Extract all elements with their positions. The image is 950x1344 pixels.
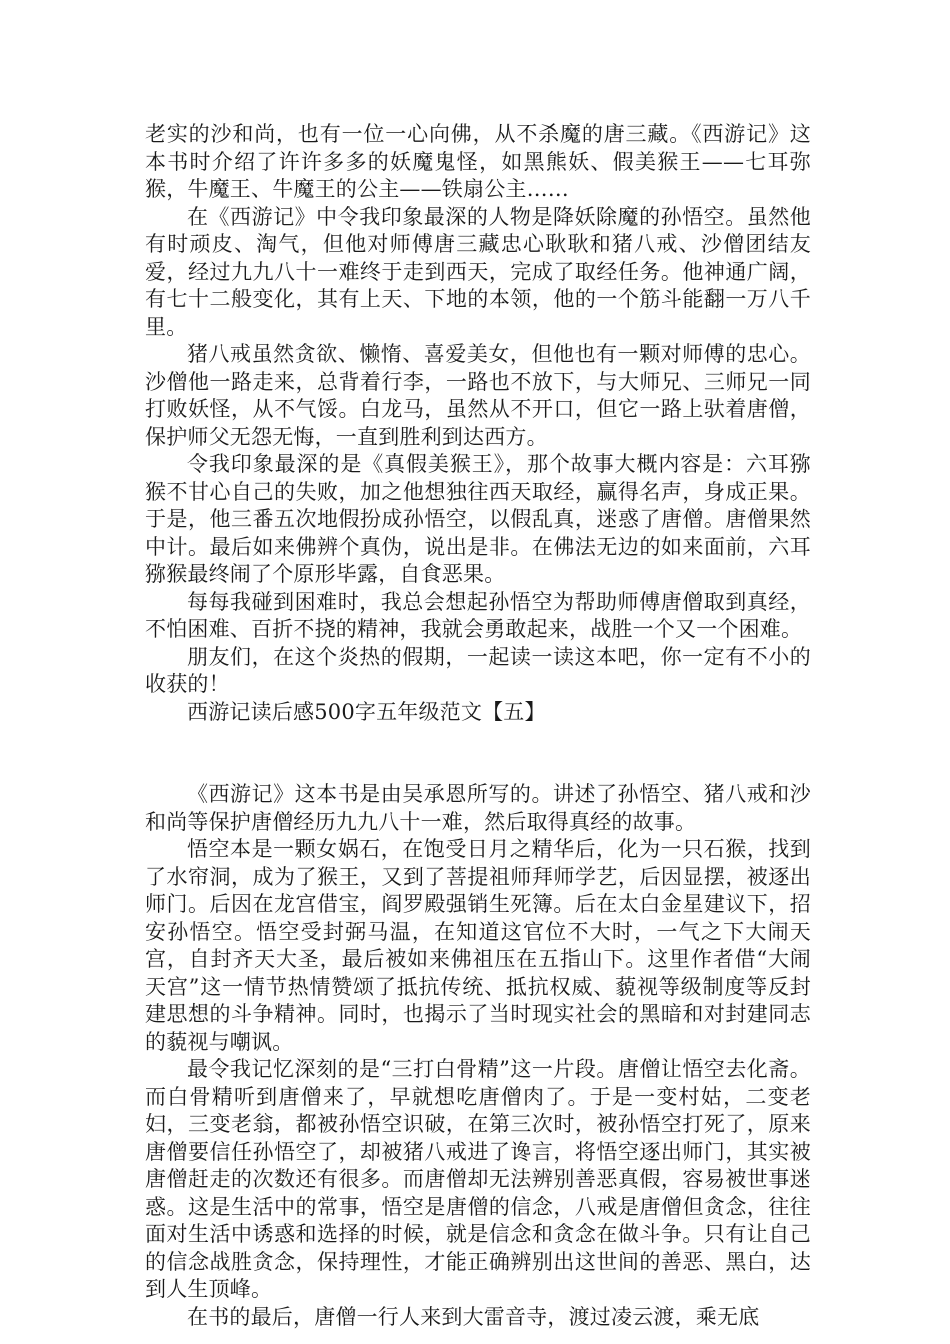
paragraph-2: 在《西游记》中令我印象最深的人物是降妖除魔的孙悟空。虽然他有时顽皮、淘气，但他对师傅唐三藏忠心耿耿和猪八戒、沙僧团结友爱，经过九九八十一难终于走到西天，完成了取经任务。他神通广阔，有七十二般变化，其有上天、下地的本领，他的一个筋斗能翻一万八千里。 [145, 204, 811, 339]
section-spacer [145, 726, 811, 781]
paragraph-9: 最令我记忆深刻的是“三打白骨精”这一片段。唐僧让悟空去化斋。而白骨精听到唐僧来了，早就想吃唐僧肉了。于是一变村姑，二变老妇，三变老翁，都被孙悟空识破，在第三次时，被孙悟空打死了，原来唐僧要信任孙悟空了，却被猪八戒进了谗言，将悟空逐出师门，其实被唐僧赶走的次数还有很多。而唐僧却无法辨别善恶真假，容易被世事迷惑。这是生活中的常事，悟空是唐僧的信念，八戒是唐僧但贪念，往往面对生活中诱惑和选择的时候，就是信念和贪念在做斗争。只有让自己的信念战胜贪念，保持理性，才能正确辨别出这世间的善恶、黑白，达到人生顶峰。 [145, 1057, 811, 1301]
paragraph-3: 猪八戒虽然贪欲、懒惰、喜爱美女，但他也有一颗对师傅的忠心。沙僧他一路走来，总背着行李，一路也不放下，与大师兄、三师兄一同打败妖怪，从不气馁。白龙马，虽然从不开口，但它一路上驮着唐僧，保护师父无怨无悔，一直到胜利到达西方。 [145, 342, 811, 449]
paragraph-1: 老实的沙和尚，也有一位一心向佛，从不杀魔的唐三藏。《西游记》这本书时介绍了许许多多的妖魔鬼怪，如黑熊妖、假美猴王——七耳弥猴，牛魔王、牛魔王的公主——铁扇公主…… [145, 122, 811, 201]
paragraph-7: 《西游记》这本书是由吴承恩所写的。讲述了孙悟空、猪八戒和沙和尚等保护唐僧经历九九八十一难，然后取得真经的故事。 [145, 782, 811, 834]
section-heading: 西游记读后感500字五年级范文【五】 [187, 699, 546, 724]
paragraph-10: 在书的最后，唐僧一行人来到大雷音寺，渡过凌云渡，乘无底 [187, 1304, 760, 1329]
document-body [145, 121, 811, 1331]
paragraph-5: 每每我碰到困难时，我总会想起孙悟空为帮助师傅唐僧取到真经，不怕困难、百折不挠的精神，我就会勇敢起来，战胜一个又一个困难。 [145, 589, 811, 641]
paragraph-4: 令我印象最深的是《真假美猴王》，那个故事大概内容是：六耳猕猴不甘心自己的失败，加之他想独往西天取经，赢得名声，身成正果。于是，他三番五次地假扮成孙悟空，以假乱真，迷惑了唐僧。唐僧果然中计。最后如来佛辨个真伪，说出是非。在佛法无边的如来面前，六耳猕猴最终闹了个原形毕露，自食恶果。 [145, 452, 811, 586]
paragraph-6: 朋友们，在这个炎热的假期，一起读一读这本吧，你一定有不小的收获的！ [145, 644, 811, 696]
paragraph-8: 悟空本是一颗女娲石，在饱受日月之精华后，化为一只石猴，找到了水帘洞，成为了猴王，又到了菩提祖师拜师学艺，后因显摆，被逐出师门。后因在龙宫借宝，阎罗殿强销生死簿。后在太白金星建议下，招安孙悟空。悟空受封弼马温，在知道这官位不大时，一气之下大闹天宫，自封齐天大圣，最后被如来佛祖压在五指山下。这里作者借“大闹天宫”这一情节热情赞颂了抵抗传统、抵抗权威、藐视等级制度等反封建思想的斗争精神。同时，也揭示了当时现实社会的黑暗和对封建同志的藐视与嘲讽。 [145, 837, 811, 1054]
